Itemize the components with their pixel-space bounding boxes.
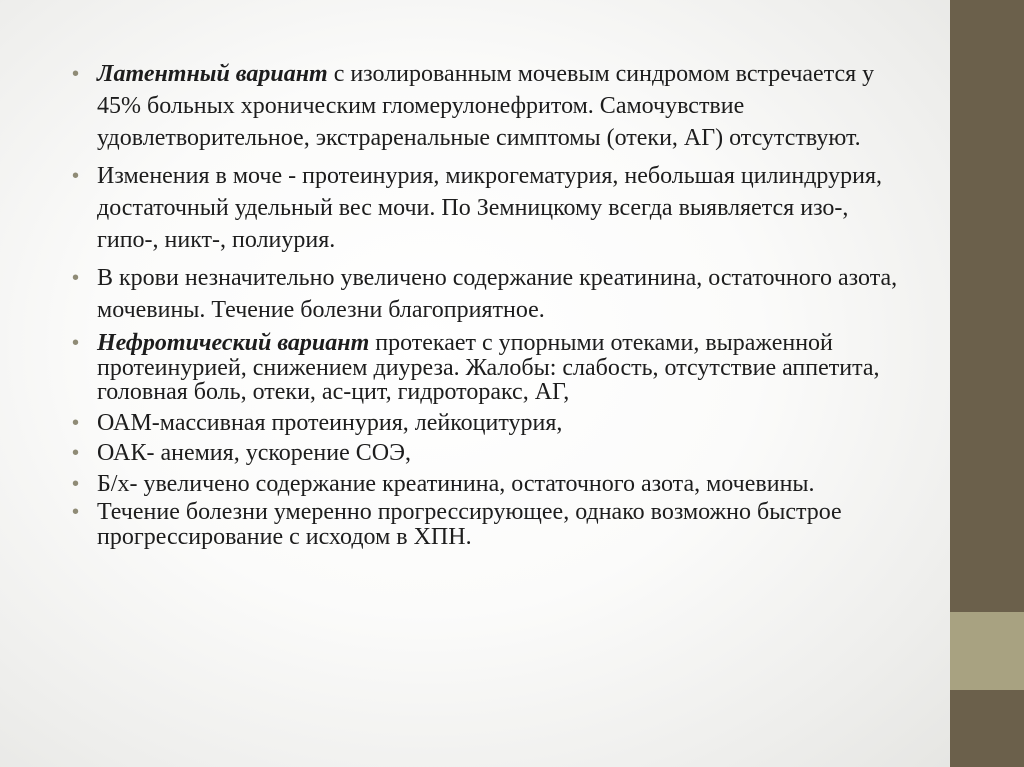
list-item-text: ОАК- анемия, ускорение СОЭ,	[97, 440, 411, 466]
bullet-icon: •	[72, 63, 80, 85]
bullet-icon: •	[72, 267, 80, 289]
list-item	[72, 441, 902, 466]
list-item-text: Б/х- увеличено содержание креатинина, остаточного азота, мочевины.	[97, 470, 815, 497]
list-item	[72, 472, 902, 497]
list-item-text: В крови незначительно увеличено содержание креатинина, остаточного азота, мочевины. Течение болезни благоприятное.	[97, 265, 898, 323]
bullet-icon: •	[72, 411, 80, 434]
list-item	[72, 500, 902, 549]
list-item	[72, 331, 902, 405]
list-item	[72, 411, 902, 436]
list-item	[72, 262, 902, 326]
bullet-icon: •	[72, 472, 80, 495]
list-item-lead: Латентный вариант	[97, 61, 328, 87]
list-item-text: с изолированным мочевым синдромом встречается у 45% больных хроническим гломерулонефритом. Самочувствие удовлетворительное, экстраренальные симптомы (отеки, АГ) отсутствуют.	[97, 61, 875, 151]
list-item-text: Изменения в моче - протеинурия, микрогематурия, небольшая цилиндрурия, достаточный удельный вес мочи. По Земницкому всегда выявляется изо-, гипо-, никт-, полиурия.	[97, 163, 882, 253]
bullet-icon: •	[72, 165, 80, 187]
list-item	[72, 58, 902, 154]
bullet-icon: •	[72, 501, 80, 523]
bullet-list	[72, 58, 902, 549]
list-item-text: ОАМ-массивная протеинурия, лейкоцитурия,	[97, 409, 563, 436]
list-item-text: Течение болезни умеренно прогрессирующее, однако возможно быстрое прогрессирование с исходом в ХПН.	[97, 499, 842, 550]
bullet-icon: •	[72, 442, 80, 464]
list-item-text: протекает с упорными отеками, выраженной протеинурией, снижением диуреза. Жалобы: слабость, отсутствие аппетита, головная боль, отеки, ас-цит, гидроторакс, АГ,	[97, 330, 880, 405]
bullet-icon: •	[72, 332, 80, 354]
side-bar-accent	[950, 612, 1024, 690]
list-item	[72, 160, 902, 256]
list-item-lead: Нефротический вариант	[97, 330, 370, 356]
